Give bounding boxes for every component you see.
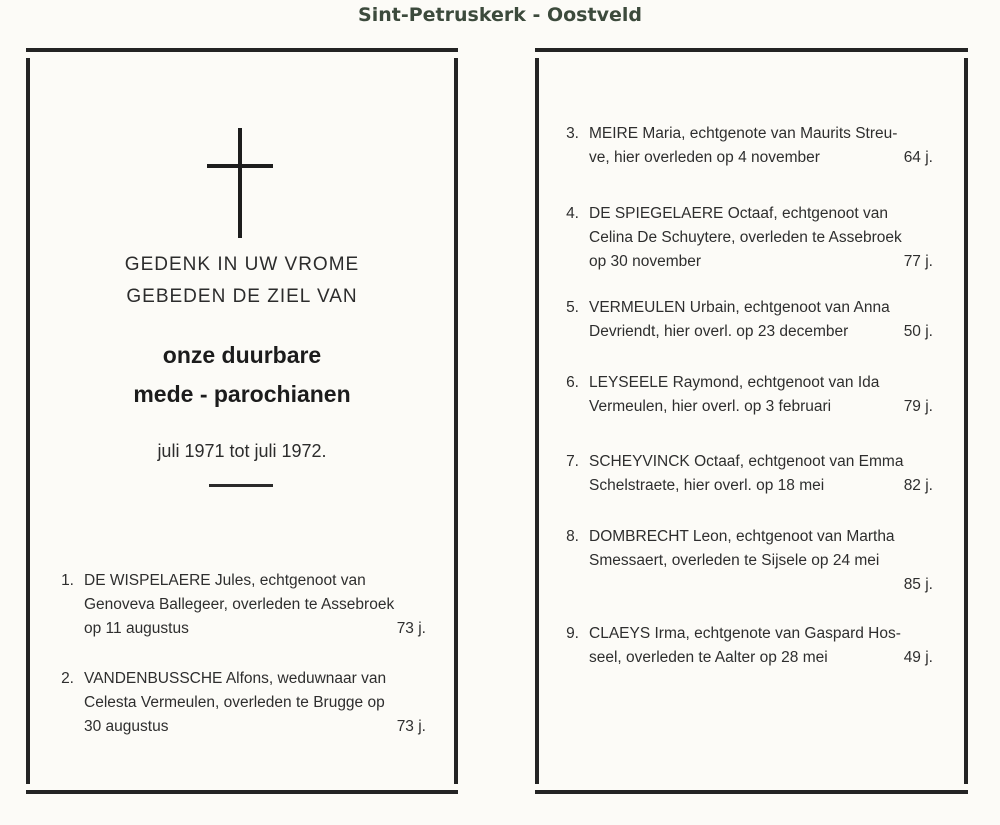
entry-line: MEIRE Maria, echtgenote van Maurits Streu- — [589, 125, 898, 142]
entry-line: Vermeulen, hier overl. op 3 februari — [589, 398, 832, 415]
right-border — [454, 58, 458, 784]
entry-number: 7. — [566, 453, 579, 470]
entry-age: 73 j. — [396, 620, 426, 637]
entry-number: 5. — [566, 299, 579, 316]
left-card — [26, 48, 458, 794]
entry-age: 73 j. — [396, 718, 426, 735]
entry-line: seel, overleden te Aalter op 28 mei — [589, 649, 828, 666]
entry-line: SCHEYVINCK Octaaf, echtgenoot van Emma — [589, 453, 904, 470]
entry-line: DE SPIEGELAERE Octaaf, echtgenoot van — [589, 205, 888, 222]
entry-line: Genoveva Ballegeer, overleden te Assebroek — [84, 596, 395, 613]
entry-line: LEYSEELE Raymond, echtgenoot van Ida — [589, 374, 880, 391]
entry-number: 6. — [566, 374, 579, 391]
invocation-line-1: GEDENK IN UW VROME — [124, 254, 360, 275]
left-border — [26, 58, 30, 784]
bottom-border — [535, 790, 968, 794]
entry-age: 64 j. — [903, 149, 933, 166]
entry-age: 49 j. — [903, 649, 933, 666]
entry-age: 82 j. — [903, 477, 933, 494]
invocation-line-2: GEBEDEN DE ZIEL VAN — [126, 286, 358, 307]
entry-line: CLAEYS Irma, echtgenote van Gaspard Hos- — [589, 625, 901, 642]
period-text: juli 1971 tot juli 1972. — [157, 441, 327, 461]
entry-line: op 11 augustus — [84, 620, 189, 637]
top-border — [26, 48, 458, 52]
entry-line: ve, hier overleden op 4 november — [589, 149, 820, 166]
right-border — [964, 58, 968, 784]
divider — [209, 484, 273, 487]
entry-age: 50 j. — [903, 323, 933, 340]
entry-number: 3. — [566, 125, 579, 142]
left-border — [535, 58, 539, 784]
list-item — [561, 202, 933, 274]
entry-age: 85 j. — [903, 576, 933, 593]
page-title: Sint-Petruskerk - Oostveld — [358, 4, 642, 26]
list-item — [56, 569, 426, 641]
entry-line: Devriendt, hier overl. op 23 december — [589, 323, 849, 340]
list-item — [561, 296, 933, 344]
right-card — [535, 48, 968, 794]
entry-line: op 30 november — [589, 253, 702, 270]
cross-icon — [207, 128, 273, 238]
entry-number: 8. — [566, 528, 579, 545]
entry-number: 4. — [566, 205, 579, 222]
emphasis-line-1: onze duurbare — [162, 342, 322, 368]
entry-line: VANDENBUSSCHE Alfons, weduwnaar van — [84, 670, 387, 687]
emphasis-line-2: mede - parochianen — [133, 381, 351, 407]
list-item — [561, 371, 933, 419]
list-item — [561, 622, 933, 670]
entry-line: Schelstraete, hier overl. op 18 mei — [589, 477, 825, 494]
entry-number: 1. — [61, 572, 74, 589]
entry-line: DE WISPELAERE Jules, echtgenoot van — [84, 572, 366, 589]
entry-line: Celesta Vermeulen, overleden te Brugge op — [84, 694, 385, 711]
entry-number: 2. — [61, 670, 74, 687]
top-border — [535, 48, 968, 52]
list-item — [561, 122, 933, 170]
entry-age: 77 j. — [903, 253, 933, 270]
entry-age: 79 j. — [903, 398, 933, 415]
bottom-border — [26, 790, 458, 794]
entry-line: Celina De Schuytere, overleden te Assebroek — [589, 229, 902, 246]
entry-line: VERMEULEN Urbain, echtgenoot van Anna — [589, 299, 890, 316]
entry-line: DOMBRECHT Leon, echtgenoot van Martha — [589, 528, 895, 545]
list-item — [561, 525, 933, 597]
entry-line: Smessaert, overleden te Sijsele op 24 mei — [589, 552, 880, 569]
entry-number: 9. — [566, 625, 579, 642]
list-item — [561, 450, 933, 498]
entry-line: 30 augustus — [84, 718, 169, 735]
list-item — [56, 667, 426, 739]
